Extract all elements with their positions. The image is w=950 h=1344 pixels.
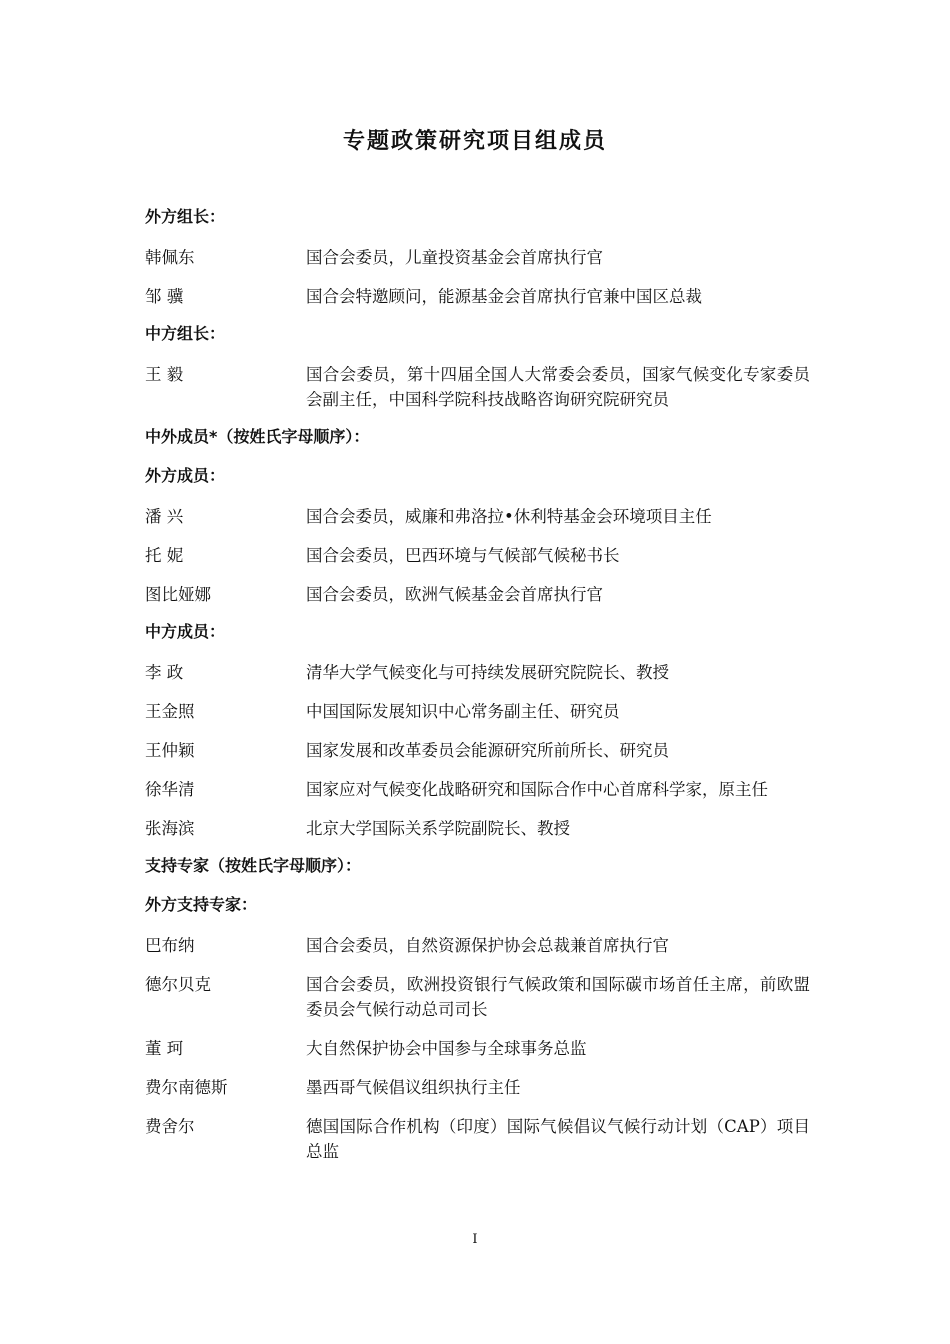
page-number: I xyxy=(472,1232,478,1247)
member-role: 国家发展和改革委员会能源研究所前所长、研究员 xyxy=(306,741,669,760)
member-name: 费舍尔 xyxy=(145,1117,195,1136)
member-row xyxy=(145,972,810,1022)
member-role: 大自然保护协会中国参与全球事务总监 xyxy=(306,1039,587,1058)
member-role: 国家应对气候变化战略研究和国际合作中心首席科学家，原主任 xyxy=(306,780,768,799)
section-heading: 中外成员*（按姓氏字母顺序）： xyxy=(145,427,370,446)
member-role: 清华大学气候变化与可持续发展研究院院长、教授 xyxy=(306,663,669,682)
section-heading: 外方支持专家： xyxy=(145,895,258,914)
member-role: 国合会委员，欧洲气候基金会首席执行官 xyxy=(306,585,603,604)
member-role: 国合会委员，威廉和弗洛拉•休利特基金会环境项目主任 xyxy=(306,507,712,526)
member-role: 墨西哥气候倡议组织执行主任 xyxy=(306,1078,521,1097)
member-name: 德尔贝克 xyxy=(145,975,211,994)
member-name: 图比娅娜 xyxy=(145,585,211,604)
member-row xyxy=(145,284,810,309)
member-row xyxy=(145,777,810,802)
section-heading: 支持专家（按姓氏字母顺序）： xyxy=(145,856,362,875)
member-row xyxy=(145,504,810,529)
member-name: 费尔南德斯 xyxy=(145,1078,228,1097)
member-name: 邹 骥 xyxy=(145,287,184,306)
member-row xyxy=(145,362,810,412)
member-row xyxy=(145,1075,810,1100)
member-row xyxy=(145,1114,810,1164)
member-role: 德国国际合作机构（印度）国际气候倡议气候行动计划（CAP）项目总监 xyxy=(306,1117,810,1161)
section-heading: 外方成员： xyxy=(145,466,226,485)
member-row xyxy=(145,1036,810,1061)
member-role: 国合会委员，第十四届全国人大常委会委员，国家气候变化专家委员会副主任，中国科学院科技战略咨询研究院研究员 xyxy=(306,365,810,409)
member-role: 北京大学国际关系学院副院长、教授 xyxy=(306,819,570,838)
section-heading: 中方成员： xyxy=(145,622,226,641)
member-row xyxy=(145,933,810,958)
section-heading: 中方组长： xyxy=(145,324,226,343)
member-name: 李 政 xyxy=(145,663,184,682)
member-list xyxy=(145,206,810,1178)
member-name: 潘 兴 xyxy=(145,507,184,526)
member-name: 王 毅 xyxy=(145,365,184,384)
member-role: 国合会委员，巴西环境与气候部气候秘书长 xyxy=(306,546,620,565)
member-name: 托 妮 xyxy=(145,546,184,565)
member-role: 国合会委员，自然资源保护协会总裁兼首席执行官 xyxy=(306,936,669,955)
member-role: 国合会委员，欧洲投资银行气候政策和国际碳市场首任主席，前欧盟委员会气候行动总司司长 xyxy=(306,975,810,1019)
page-title: 专题政策研究项目组成员 xyxy=(342,128,607,154)
section-heading: 外方组长： xyxy=(145,207,226,226)
member-name: 董 珂 xyxy=(145,1039,184,1058)
member-name: 王仲颖 xyxy=(145,741,195,760)
member-row xyxy=(145,660,810,685)
member-name: 巴布纳 xyxy=(145,936,195,955)
member-role: 国合会委员，儿童投资基金会首席执行官 xyxy=(306,248,603,267)
member-name: 王金照 xyxy=(145,702,195,721)
member-name: 徐华清 xyxy=(145,780,195,799)
member-row xyxy=(145,245,810,270)
member-role: 中国国际发展知识中心常务副主任、研究员 xyxy=(306,702,620,721)
member-row xyxy=(145,738,810,763)
member-row xyxy=(145,699,810,724)
member-row xyxy=(145,816,810,841)
member-role: 国合会特邀顾问，能源基金会首席执行官兼中国区总裁 xyxy=(306,287,702,306)
member-row xyxy=(145,543,810,568)
member-name: 韩佩东 xyxy=(145,248,195,267)
member-name: 张海滨 xyxy=(145,819,195,838)
member-row xyxy=(145,582,810,607)
